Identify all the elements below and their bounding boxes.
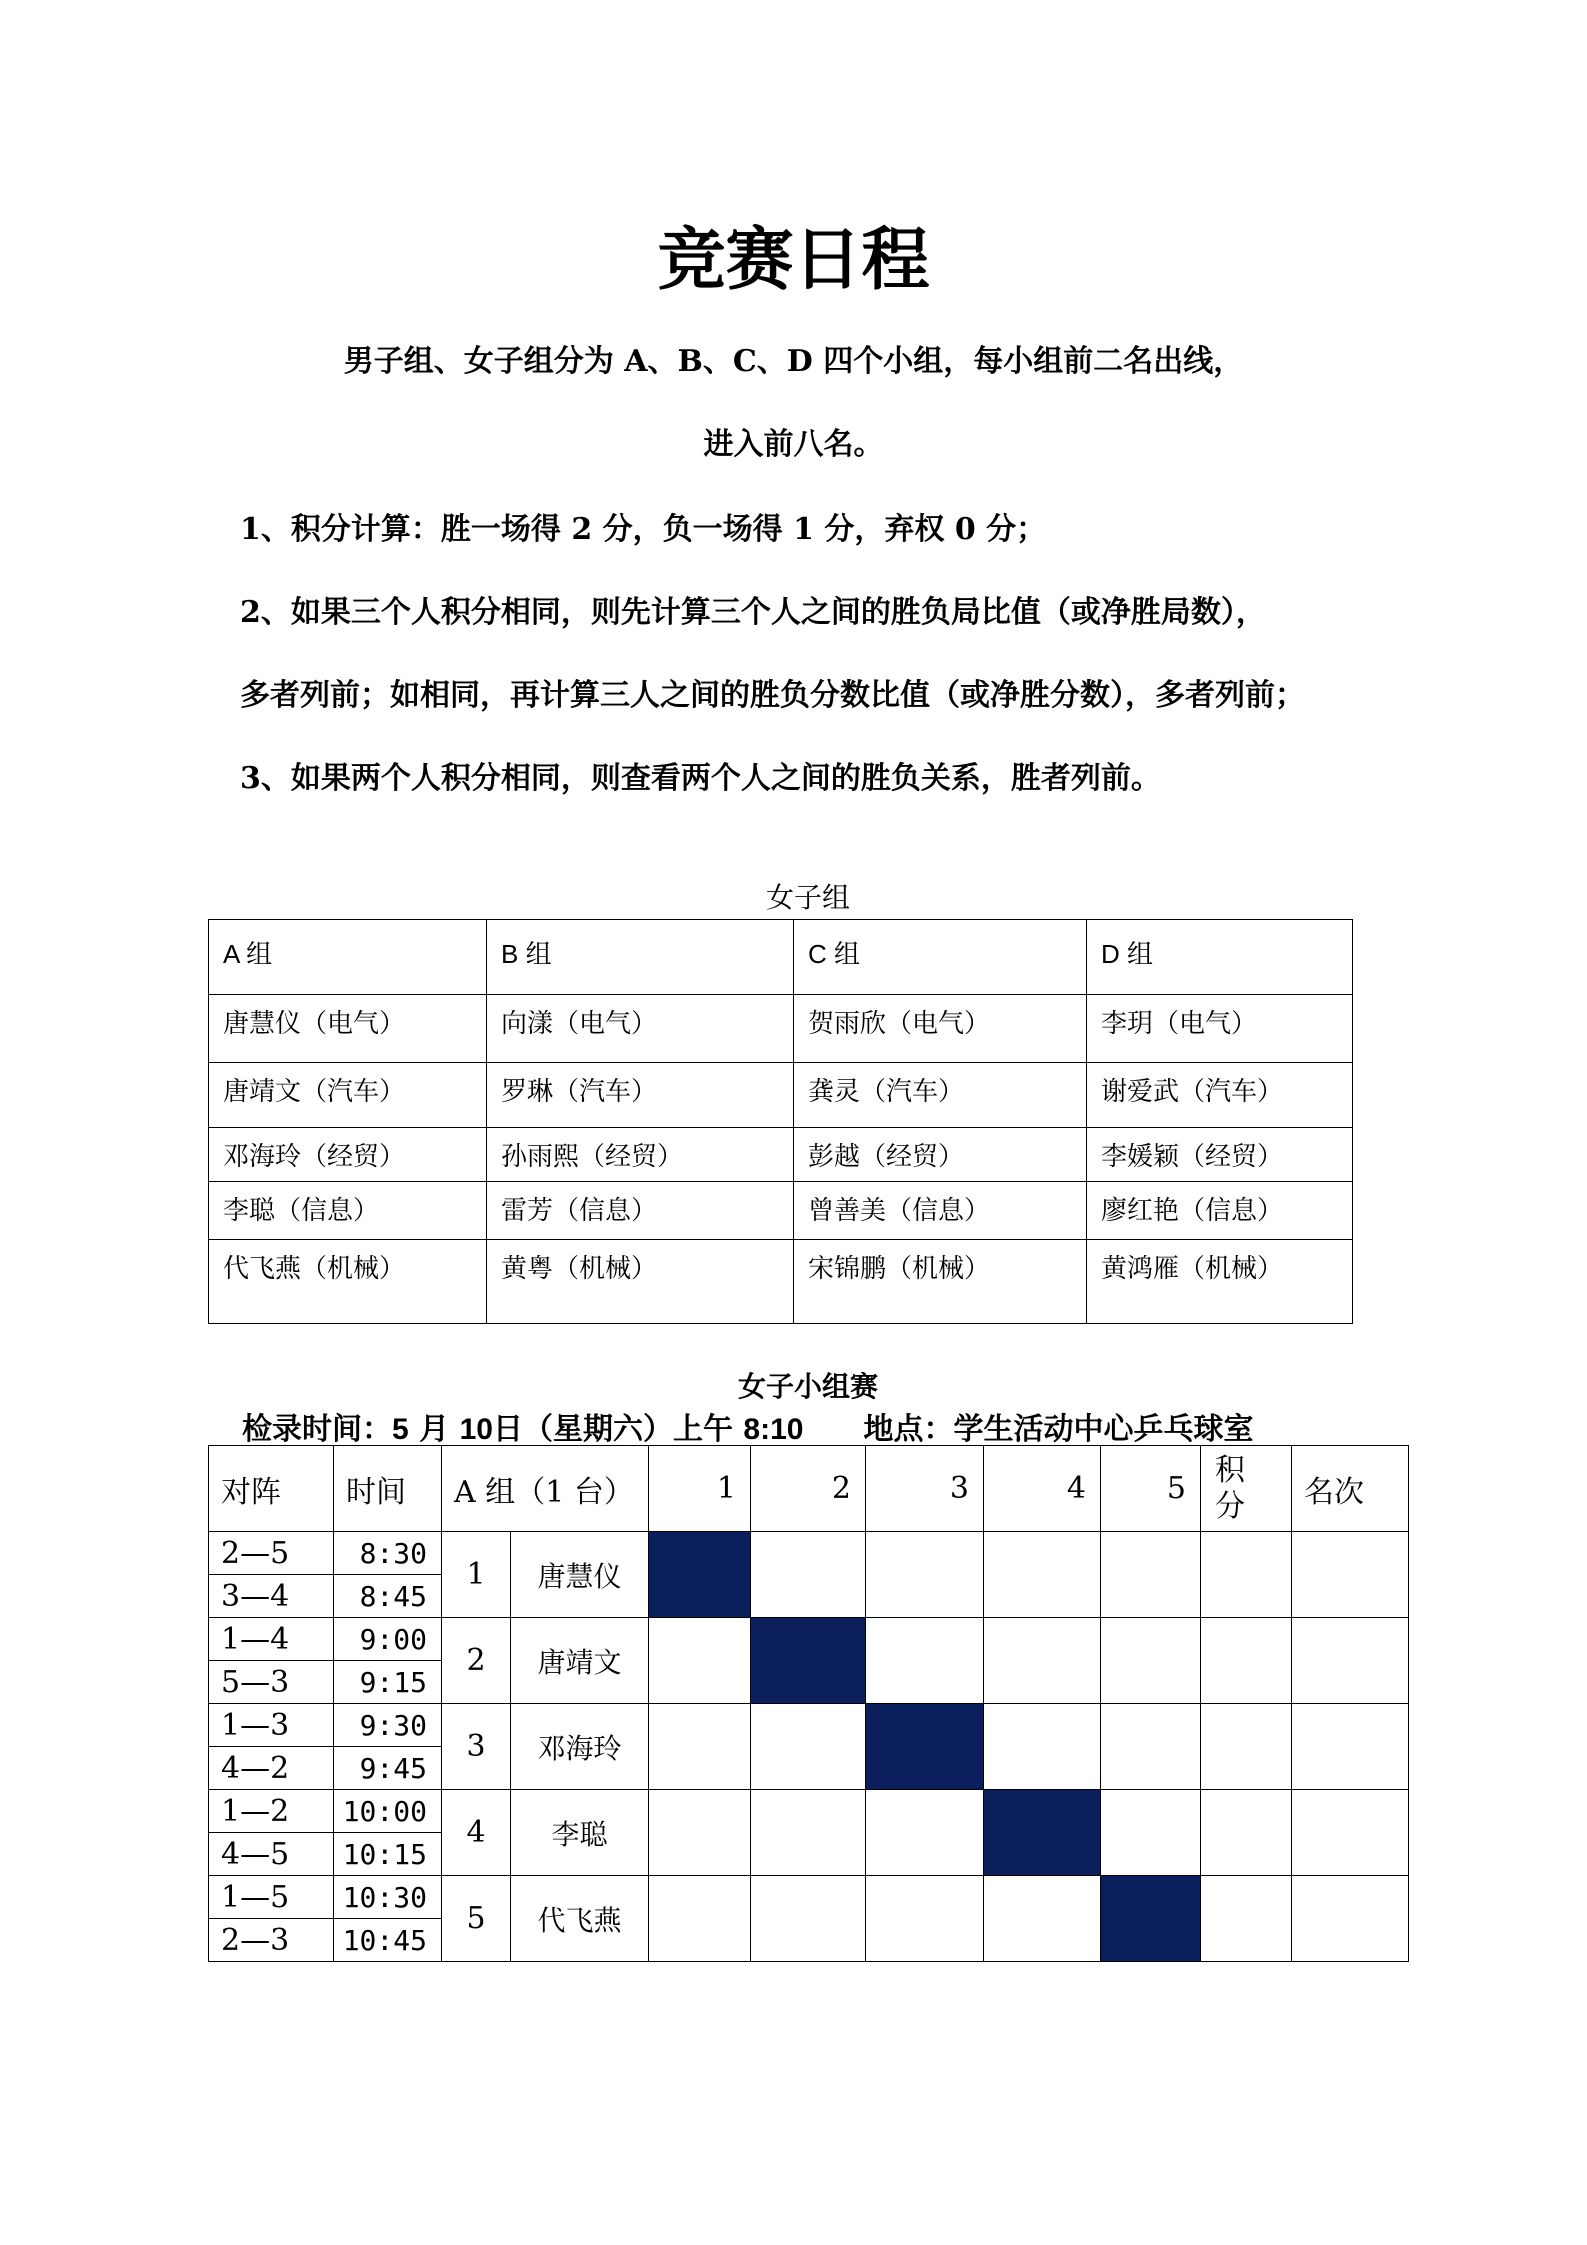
checkin-month-unit: 月	[419, 1412, 450, 1447]
player-cell: 贺雨欣（电气）	[794, 995, 1087, 1063]
player-number: 4	[442, 1790, 511, 1876]
player-cell: 曾善美（信息）	[794, 1182, 1087, 1240]
player-name: 李聪	[511, 1790, 649, 1876]
match-pair: 4—5	[209, 1833, 334, 1876]
diagonal-cell	[866, 1704, 984, 1790]
intro-line-2: 进入前八名。	[703, 427, 884, 462]
player-number: 1	[442, 1532, 511, 1618]
player-cell: 雷芳（信息）	[487, 1182, 794, 1240]
rank-cell	[1292, 1790, 1409, 1876]
rank-cell	[1292, 1532, 1409, 1618]
points-cell	[1201, 1532, 1292, 1618]
score-cell	[1101, 1790, 1201, 1876]
match-pair: 1—5	[209, 1876, 334, 1919]
match-pair: 3—4	[209, 1575, 334, 1618]
score-cell	[866, 1790, 984, 1876]
player-number: 2	[442, 1618, 511, 1704]
score-cell	[751, 1876, 866, 1962]
score-cell	[649, 1704, 751, 1790]
score-cell	[751, 1704, 866, 1790]
points-cell	[1201, 1704, 1292, 1790]
points-cell	[1201, 1618, 1292, 1704]
rule-2: 2、如果三个人积分相同，则先计算三个人之间的胜负局比值（或净胜局数），	[240, 595, 1266, 630]
header-points	[1201, 1446, 1292, 1532]
groups-table	[208, 919, 1353, 1324]
player-cell: 李聪（信息）	[209, 1182, 487, 1240]
groups-caption: 女子组	[765, 881, 850, 914]
header-group: A 组（1 台）	[442, 1446, 649, 1532]
checkin-info	[242, 1410, 1253, 1450]
group-d-header: D 组	[1087, 920, 1353, 995]
score-cell	[866, 1876, 984, 1962]
header-col-3: 3	[866, 1446, 984, 1532]
header-col-2: 2	[751, 1446, 866, 1532]
match-time: 9:45	[334, 1747, 442, 1790]
header-points-2: 分	[1215, 1488, 1246, 1524]
match-time: 9:15	[334, 1661, 442, 1704]
match-pair: 2—3	[209, 1919, 334, 1962]
checkin-time: 8:10	[743, 1413, 804, 1446]
points-cell	[1201, 1790, 1292, 1876]
match-time: 9:30	[334, 1704, 442, 1747]
rank-cell	[1292, 1704, 1409, 1790]
header-rank: 名次	[1292, 1446, 1409, 1532]
player-number: 5	[442, 1876, 511, 1962]
match-pair: 1—4	[209, 1618, 334, 1661]
player-cell: 谢爱武（汽车）	[1087, 1063, 1353, 1128]
diagonal-cell	[1101, 1876, 1201, 1962]
player-cell: 彭越（经贸）	[794, 1128, 1087, 1182]
match-time: 10:15	[334, 1833, 442, 1876]
group-b-header: B 组	[487, 920, 794, 995]
player-cell: 邓海玲（经贸）	[209, 1128, 487, 1182]
match-pair: 2—5	[209, 1532, 334, 1575]
player-cell: 唐靖文（汽车）	[209, 1063, 487, 1128]
header-col-4: 4	[984, 1446, 1101, 1532]
checkin-day-number: 10	[459, 1413, 493, 1446]
score-cell	[751, 1790, 866, 1876]
match-time: 10:00	[334, 1790, 442, 1833]
player-name: 邓海玲	[511, 1704, 649, 1790]
player-name: 唐慧仪	[511, 1532, 649, 1618]
diagonal-cell	[984, 1790, 1101, 1876]
rule-3: 3、如果两个人积分相同，则查看两个人之间的胜负关系，胜者列前。	[240, 761, 1161, 796]
points-cell	[1201, 1876, 1292, 1962]
rank-cell	[1292, 1618, 1409, 1704]
header-points-1: 积	[1215, 1452, 1246, 1488]
score-cell	[649, 1618, 751, 1704]
score-cell	[984, 1532, 1101, 1618]
player-cell: 孙雨熙（经贸）	[487, 1128, 794, 1182]
checkin-label: 检录时间：	[242, 1412, 392, 1447]
player-cell: 唐慧仪（电气）	[209, 995, 487, 1063]
group-a-header: A 组	[209, 920, 487, 995]
score-cell	[984, 1876, 1101, 1962]
match-pair: 5—3	[209, 1661, 334, 1704]
player-name: 唐靖文	[511, 1618, 649, 1704]
intro-line-1: 男子组、女子组分为 A、B、C、D 四个小组，每小组前二名出线，	[343, 344, 1244, 379]
rule-2-continued: 多者列前；如相同，再计算三人之间的胜负分数比值（或净胜分数），多者列前；	[240, 678, 1305, 713]
score-cell	[751, 1532, 866, 1618]
header-col-1: 1	[649, 1446, 751, 1532]
header-time: 时间	[334, 1446, 442, 1532]
match-time: 9:00	[334, 1618, 442, 1661]
player-number: 3	[442, 1704, 511, 1790]
score-cell	[1101, 1704, 1201, 1790]
header-match: 对阵	[209, 1446, 334, 1532]
player-name: 代飞燕	[511, 1876, 649, 1962]
checkin-month-number: 5	[392, 1413, 409, 1446]
match-time: 10:30	[334, 1876, 442, 1919]
page-title: 竞赛日程	[657, 220, 930, 300]
rule-1: 1、积分计算：胜一场得 2 分，负一场得 1 分，弃权 0 分；	[240, 512, 1047, 547]
player-cell: 黄鸿雁（机械）	[1087, 1240, 1353, 1324]
diagonal-cell	[649, 1532, 751, 1618]
schedule-caption: 女子小组赛	[737, 1370, 878, 1403]
player-cell: 向漾（电气）	[487, 995, 794, 1063]
player-cell: 宋锦鹏（机械）	[794, 1240, 1087, 1324]
score-cell	[1101, 1618, 1201, 1704]
schedule-table	[208, 1445, 1409, 1962]
player-cell: 李媛颖（经贸）	[1087, 1128, 1353, 1182]
score-cell	[984, 1618, 1101, 1704]
player-cell: 代飞燕（机械）	[209, 1240, 487, 1324]
player-cell: 罗琳（汽车）	[487, 1063, 794, 1128]
score-cell	[984, 1704, 1101, 1790]
match-pair: 1—2	[209, 1790, 334, 1833]
match-pair: 1—3	[209, 1704, 334, 1747]
match-time: 8:30	[334, 1532, 442, 1575]
rank-cell	[1292, 1876, 1409, 1962]
score-cell	[649, 1876, 751, 1962]
player-cell: 李玥（电气）	[1087, 995, 1353, 1063]
match-time: 10:45	[334, 1919, 442, 1962]
player-cell: 廖红艳（信息）	[1087, 1182, 1353, 1240]
checkin-day-rest: 日（星期六）上午	[492, 1412, 733, 1447]
match-time: 8:45	[334, 1575, 442, 1618]
score-cell	[649, 1790, 751, 1876]
header-col-5: 5	[1101, 1446, 1201, 1532]
checkin-venue: 地点：学生活动中心乒乓球室	[863, 1412, 1254, 1447]
score-cell	[866, 1618, 984, 1704]
score-cell	[866, 1532, 984, 1618]
group-c-header: C 组	[794, 920, 1087, 995]
player-cell: 黄粤（机械）	[487, 1240, 794, 1324]
match-pair: 4—2	[209, 1747, 334, 1790]
diagonal-cell	[751, 1618, 866, 1704]
score-cell	[1101, 1532, 1201, 1618]
player-cell: 龚灵（汽车）	[794, 1063, 1087, 1128]
